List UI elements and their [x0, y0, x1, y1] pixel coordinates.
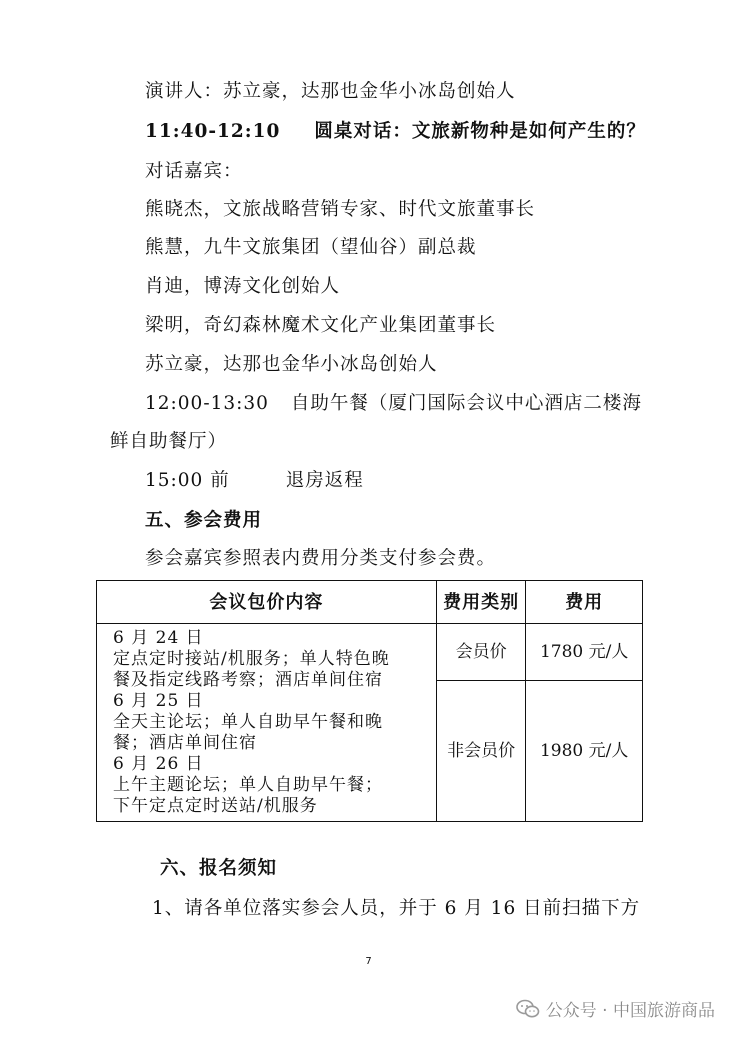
price-cell: 1980 元/人 [526, 681, 643, 822]
content-line: 上午主题论坛；单人自助早午餐； [113, 775, 383, 795]
price-cell: 1780 元/人 [526, 624, 643, 681]
section6-item1: 1、请各单位落实参会人员，并于 6 月 16 日前扫描下方 [152, 898, 641, 919]
content-line: 定点定时接站/机服务；单人特色晚 [113, 649, 390, 669]
lunch-time: 12:00-13:30 [145, 393, 269, 414]
content-line: 6 月 26 日 [113, 754, 204, 774]
wechat-icon [516, 999, 540, 1019]
content-line: 餐；酒店单间住宿 [113, 733, 257, 753]
speaker-line: 演讲人：苏立豪，达那也金华小冰岛创始人 [145, 81, 516, 102]
watermark-text: 公众号 · 中国旅游商品 [545, 1001, 715, 1021]
roundtable-title: 圆桌对话：文旅新物种是如何产生的？ [314, 121, 646, 142]
roundtable-time: 11:40-12:10 [145, 121, 281, 142]
table-row [97, 624, 643, 681]
content-line: 餐及指定线路考察；酒店单间住宿 [113, 670, 383, 690]
roundtable-heading [145, 120, 646, 144]
lunch-line [145, 392, 642, 416]
content-line: 全天主论坛；单人自助早午餐和晚 [113, 712, 383, 732]
category-cell: 会员价 [436, 624, 526, 681]
header-category: 费用类别 [436, 581, 526, 624]
lunch-desc-cont: 鲜自助餐厅） [110, 431, 228, 452]
header-price: 费用 [526, 581, 643, 624]
guest-line: 熊慧，九牛文旅集团（望仙谷）副总裁 [145, 237, 477, 258]
content-line: 6 月 24 日 [113, 628, 204, 648]
fee-table-header-row [97, 581, 643, 624]
watermark [516, 996, 715, 1021]
fee-table [96, 580, 643, 822]
guest-line: 梁明，奇幻森林魔术文化产业集团董事长 [145, 315, 497, 336]
guest-line: 熊晓杰，文旅战略营销专家、时代文旅董事长 [145, 199, 536, 220]
page-number: 7 [365, 956, 372, 967]
section5-title: 五、参会费用 [145, 510, 263, 531]
header-content: 会议包价内容 [97, 581, 437, 624]
checkout-time: 15:00 前 [145, 470, 230, 491]
content-line: 6 月 25 日 [113, 691, 204, 711]
lunch-desc: 自助午餐（厦门国际会议中心酒店二楼海 [290, 393, 642, 414]
checkout-line [145, 469, 364, 493]
content-line: 下午定点定时送站/机服务 [113, 796, 318, 816]
guest-line: 肖迪，博涛文化创始人 [145, 276, 341, 297]
section6-title: 六、报名须知 [160, 858, 278, 879]
package-content-cell [97, 624, 437, 822]
category-cell: 非会员价 [436, 681, 526, 822]
checkout-desc: 退房返程 [285, 470, 364, 491]
section5-intro: 参会嘉宾参照表内费用分类支付参会费。 [145, 548, 497, 569]
guest-line: 苏立豪，达那也金华小冰岛创始人 [145, 354, 438, 375]
guests-label: 对话嘉宾： [145, 161, 243, 182]
